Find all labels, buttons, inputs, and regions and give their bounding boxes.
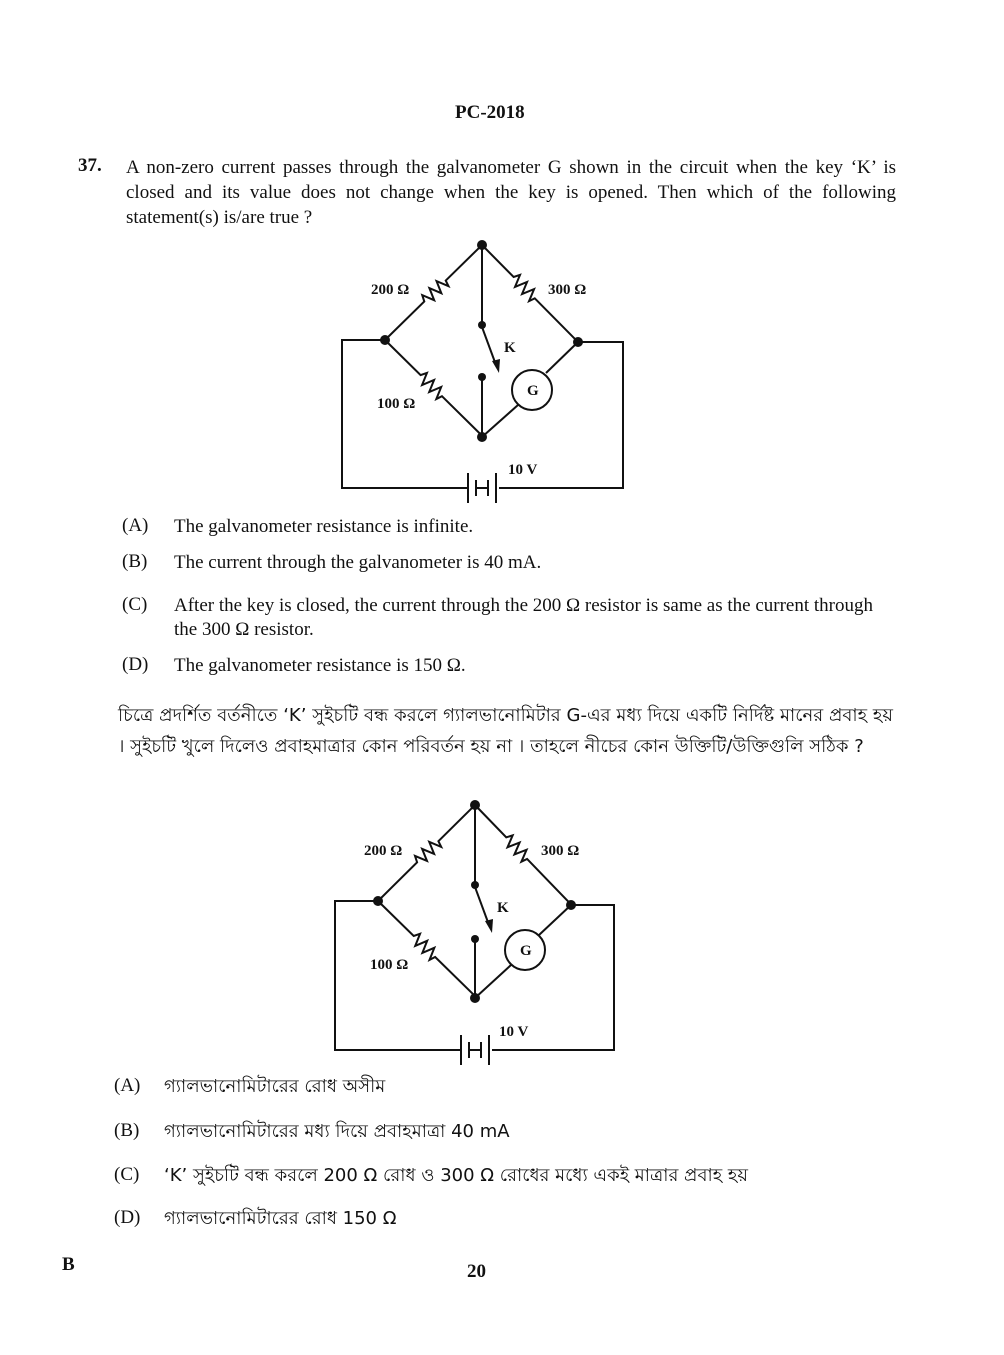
resistor-300-icon (471, 801, 576, 909)
label-100-ohm: 100 Ω (370, 957, 409, 973)
option-c-label: (C) (114, 1164, 140, 1185)
question-text-bengali: চিত্রে প্রদর্শিত বর্তনীতে ‘K’ সুইচটি বন্ধ করলে গ্যালভানোমিটার G-এর মধ্য দিয়ে একটি নির্দিষ্ট মানের প্রবাহ হয় । সুইচটি খুলে দিলেও প্রবাহমাত্রার কোন পরিবর্তন হয় না । তাহলে নীচের কোন উক্তিটি/উক্তিগুলি সঠিক ? (118, 705, 893, 757)
label-battery: 10 V (508, 462, 538, 478)
paper-code: PC-2018 (455, 102, 525, 123)
wheatstone-bridge-bengali (335, 800, 614, 1065)
option-a-label: (A) (122, 515, 149, 536)
key-switch-icon (478, 245, 500, 437)
label-key: K (497, 900, 509, 916)
galvanometer-icon (505, 930, 545, 970)
label-200-ohm: 200 Ω (364, 843, 403, 859)
booklet-set: B (62, 1254, 75, 1275)
page-number: 20 (467, 1261, 486, 1282)
question-number: 37. (78, 155, 102, 176)
option-b-text: The current through the galvanometer is 40 mA. (174, 552, 542, 573)
label-100-ohm: 100 Ω (377, 396, 416, 412)
battery-icon (468, 473, 496, 503)
label-key: K (504, 340, 516, 356)
option-d-text: গ্যালভানোমিটারের রোধ 150 Ω (164, 1208, 397, 1229)
option-a-text: গ্যালভানোমিটারের রোধ অসীম (164, 1076, 386, 1097)
resistor-100-icon (381, 336, 486, 440)
option-a-label: (A) (114, 1075, 141, 1096)
label-galvanometer: G (527, 383, 539, 399)
key-switch-icon (471, 805, 493, 998)
option-d-text: The galvanometer resistance is 150 Ω. (174, 655, 466, 676)
label-battery: 10 V (499, 1024, 529, 1040)
resistor-300-icon (478, 241, 582, 346)
option-b-label: (B) (114, 1120, 140, 1141)
battery-icon (461, 1035, 489, 1065)
label-300-ohm: 300 Ω (541, 843, 580, 859)
resistor-100-icon (374, 897, 480, 1001)
option-d-label: (D) (114, 1207, 141, 1228)
option-d-label: (D) (122, 654, 149, 675)
wheatstone-bridge (342, 240, 623, 503)
option-c-text: After the key is closed, the current through the 200 Ω resistor is same as the current through the 300 Ω resistor. (174, 595, 873, 640)
option-b-label: (B) (122, 551, 148, 572)
option-c-text: ‘K’ সুইচটি বন্ধ করলে 200 Ω রোধ ও 300 Ω রোধের মধ্যে একই মাত্রার প্রবাহ হয় (164, 1165, 748, 1186)
option-c-label: (C) (122, 594, 148, 615)
option-b-text: গ্যালভানোমিটারের মধ্য দিয়ে প্রবাহমাত্রা 40 mA (164, 1121, 510, 1142)
label-galvanometer: G (520, 943, 532, 959)
resistor-200-icon (381, 241, 486, 344)
question-text-english: A non-zero current passes through the galvanometer G shown in the circuit when the key ‘K’ is closed and its value does not change when the key is opened. Then which of the following statement(s) is/are true ? (126, 157, 896, 228)
galvanometer-icon (512, 370, 552, 410)
resistor-200-icon (374, 801, 479, 905)
label-300-ohm: 300 Ω (548, 282, 587, 298)
label-200-ohm: 200 Ω (371, 282, 410, 298)
option-a-text: The galvanometer resistance is infinite. (174, 516, 474, 537)
